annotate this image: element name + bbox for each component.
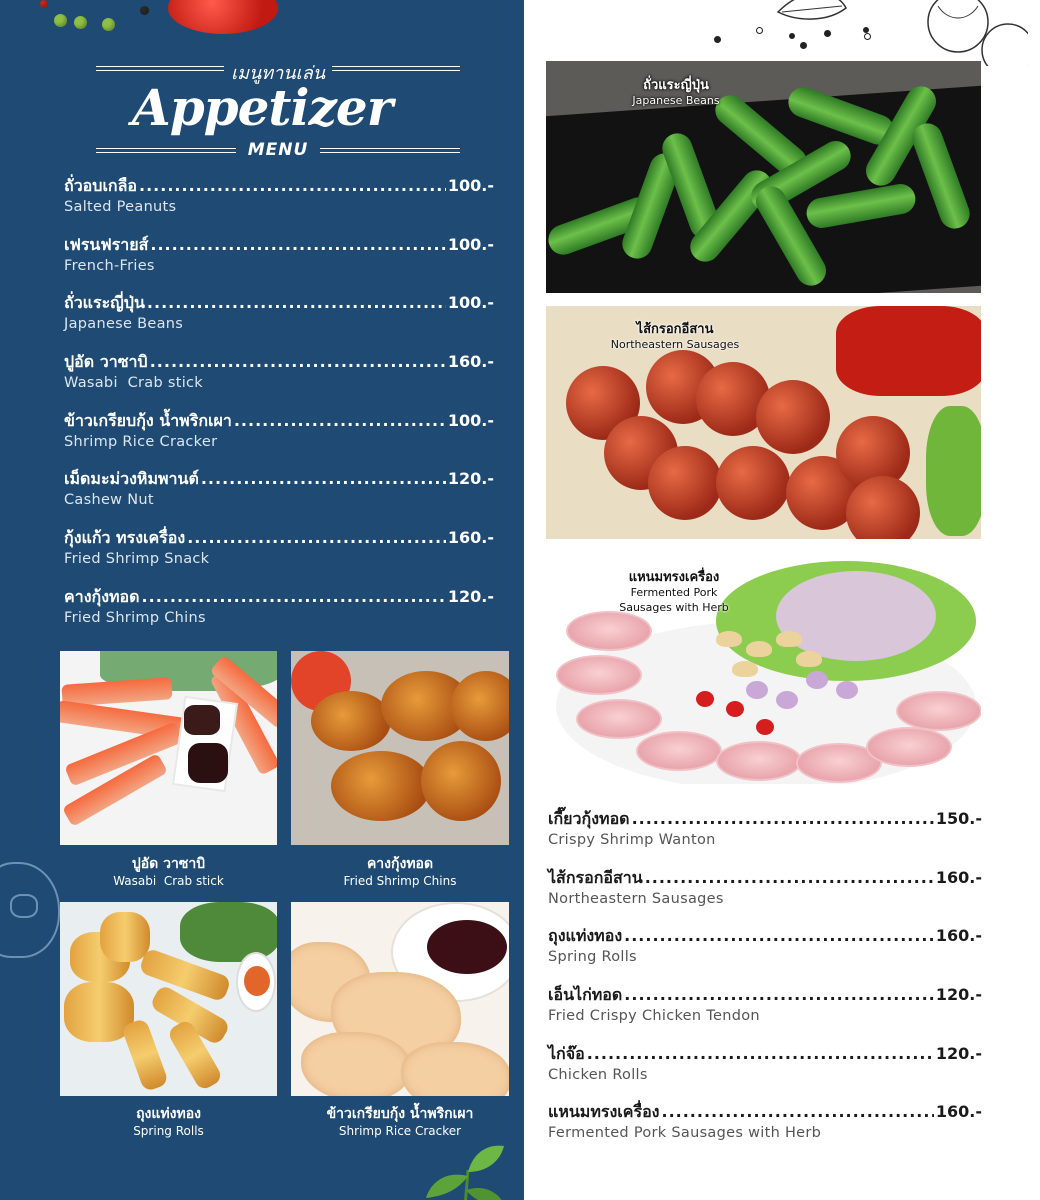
- dot-leader: [234, 410, 446, 432]
- item-english-name: Shrimp Rice Cracker: [64, 433, 218, 450]
- item-english-name: Fermented Pork Sausages with Herb: [548, 1125, 822, 1142]
- item-english-name: Fried Shrimp Snack: [64, 551, 210, 568]
- menu-item: [64, 292, 494, 351]
- fried-shrimp-chins-caption: [291, 856, 509, 890]
- item-english-name: Fried Crispy Chicken Tendon: [548, 1008, 760, 1025]
- japanese-beans-caption: [586, 78, 766, 108]
- item-price: 120.-: [447, 586, 494, 606]
- item-english-name: Northeastern Sausages: [548, 890, 724, 907]
- item-price: 100.-: [447, 410, 494, 430]
- item-thai-name: เกี๊ยวกุ้งทอด: [548, 809, 630, 828]
- item-thai-name: ข้าวเกรียบกุ้ง น้ำพริกเผา: [64, 410, 232, 430]
- menu-item: [548, 808, 982, 867]
- caption-english: Fermented Pork: [630, 586, 718, 599]
- item-thai-name: ถั่วแระญี่ปุ่น: [64, 293, 145, 313]
- item-thai-name: คางกุ้งทอด: [64, 586, 140, 606]
- item-thai-name: เฟรนฟรายส์: [64, 234, 149, 254]
- item-english-name: Cashew Nut: [64, 492, 154, 509]
- dot-decoration: [800, 42, 807, 49]
- item-thai-name: กุ้งแก้ว ทรงเครื่อง: [64, 528, 186, 548]
- caption-thai: ปูอัด วาซาบิ: [131, 856, 206, 872]
- left-menu-list: [64, 175, 494, 645]
- item-price: 160.-: [935, 1102, 982, 1122]
- item-price: 160.-: [935, 926, 982, 946]
- item-thai-name: ถั่วอบเกลือ: [64, 176, 138, 195]
- right-panel: [524, 0, 1040, 1200]
- caption-thai: ถุงแท่งทอง: [136, 1106, 201, 1122]
- menu-item: [64, 468, 494, 527]
- dot-decoration: [714, 36, 721, 43]
- item-price: 150.-: [935, 809, 982, 828]
- caption-english: Japanese Beans: [632, 94, 720, 107]
- fermented-pork-caption: [594, 570, 754, 615]
- dot-leader: [645, 867, 934, 889]
- dot-leader: [587, 1043, 934, 1065]
- vegetable-sketch-icon: [768, 0, 1028, 66]
- item-thai-name: ปูอัด วาซาบิ: [64, 352, 148, 372]
- caption-thai: ถั่วแระญี่ปุ่น: [643, 78, 709, 93]
- item-english-name: French-Fries: [64, 257, 155, 274]
- menu-item: [548, 984, 982, 1043]
- menu-item: [64, 410, 494, 469]
- menu-item: [548, 925, 982, 984]
- item-english-name: Crispy Shrimp Wanton: [548, 832, 716, 848]
- dot-leader: [139, 175, 446, 197]
- item-thai-name: แหนมทรงเครื่อง: [548, 1102, 660, 1122]
- menu-item: [548, 1043, 982, 1102]
- item-english-name: Fried Shrimp Chins: [64, 609, 206, 626]
- caption-thai: ไส้กรอกอีสาน: [636, 322, 714, 337]
- caption-thai: คางกุ้งทอด: [366, 856, 434, 872]
- right-menu-list: [548, 808, 982, 1160]
- caption-thai: แหนมทรงเครื่อง: [628, 570, 720, 585]
- dot-leader: [632, 808, 934, 830]
- item-thai-name: เอ็นไก่ทอด: [548, 985, 623, 1005]
- menu-header-top: [96, 58, 460, 84]
- dot-leader: [624, 984, 934, 1006]
- item-thai-name: ไส้กรอกอีสาน: [548, 867, 643, 887]
- menu-header-bottom: [96, 140, 460, 162]
- item-english-name: Japanese Beans: [64, 316, 184, 333]
- item-price: 160.-: [447, 528, 494, 548]
- dot-leader: [150, 351, 446, 373]
- dot-leader: [187, 527, 446, 549]
- fried-shrimp-chins-photo: [291, 651, 509, 845]
- tomato-decoration-icon: [168, 0, 278, 34]
- menu-item: [64, 351, 494, 410]
- page-title: Appetizer: [131, 78, 393, 137]
- dot-decoration: [756, 27, 763, 34]
- menu-item: [548, 1101, 982, 1160]
- item-price: 100.-: [447, 293, 494, 313]
- item-english-name: Spring Rolls: [548, 949, 637, 966]
- item-english-name: Wasabi Crab stick: [64, 375, 204, 392]
- shrimp-rice-cracker-caption: [291, 1106, 509, 1140]
- northeastern-sausages-caption: [590, 322, 760, 352]
- item-price: 160.-: [935, 867, 982, 887]
- menu-subtitle: MENU: [247, 140, 309, 160]
- caption-english: Wasabi Crab stick: [113, 874, 224, 888]
- caption-english: Northeastern Sausages: [610, 338, 740, 351]
- item-price: 120.-: [447, 469, 494, 489]
- caption-thai: ข้าวเกรียบกุ้ง น้ำพริกเผา: [326, 1106, 474, 1122]
- dot-leader: [201, 468, 446, 490]
- thai-title: เมนูทานเล่น: [230, 63, 326, 84]
- item-thai-name: ถุงแท่งทอง: [548, 926, 623, 946]
- dot-leader: [142, 586, 446, 608]
- dot-leader: [150, 234, 446, 256]
- dot-leader: [661, 1101, 933, 1123]
- item-english-name: Chicken Rolls: [548, 1066, 648, 1083]
- menu-item: [64, 586, 494, 645]
- item-thai-name: เม็ดมะม่วงหิมพานต์: [64, 469, 199, 489]
- herb-leaf-icon: [424, 1140, 508, 1200]
- menu-item: [548, 867, 982, 926]
- caption-english: Spring Rolls: [133, 1124, 204, 1138]
- item-thai-name: ไก่จ๊อ: [548, 1043, 585, 1063]
- item-price: 100.-: [447, 176, 494, 195]
- pepper-sketch-icon: [0, 862, 60, 958]
- dot-decoration: [824, 30, 831, 37]
- caption-english: Shrimp Rice Cracker: [338, 1124, 462, 1138]
- spring-rolls-caption: [60, 1106, 277, 1140]
- menu-item: [64, 234, 494, 293]
- crab-stick-photo: [60, 651, 277, 845]
- item-price: 120.-: [935, 1043, 982, 1063]
- shrimp-rice-cracker-photo: [291, 902, 509, 1096]
- item-price: 160.-: [447, 352, 494, 372]
- item-english-name: Salted Peanuts: [64, 199, 177, 215]
- item-price: 100.-: [447, 234, 494, 254]
- caption-english: Sausages with Herb: [619, 601, 729, 614]
- dot-leader: [147, 292, 446, 314]
- menu-item: [64, 175, 494, 234]
- crab-stick-caption: [60, 856, 277, 890]
- dot-leader: [624, 925, 934, 947]
- menu-item: [64, 527, 494, 586]
- dot-decoration: [864, 33, 871, 40]
- spring-rolls-photo: [60, 902, 277, 1096]
- item-price: 120.-: [935, 985, 982, 1005]
- caption-english: Fried Shrimp Chins: [343, 874, 457, 888]
